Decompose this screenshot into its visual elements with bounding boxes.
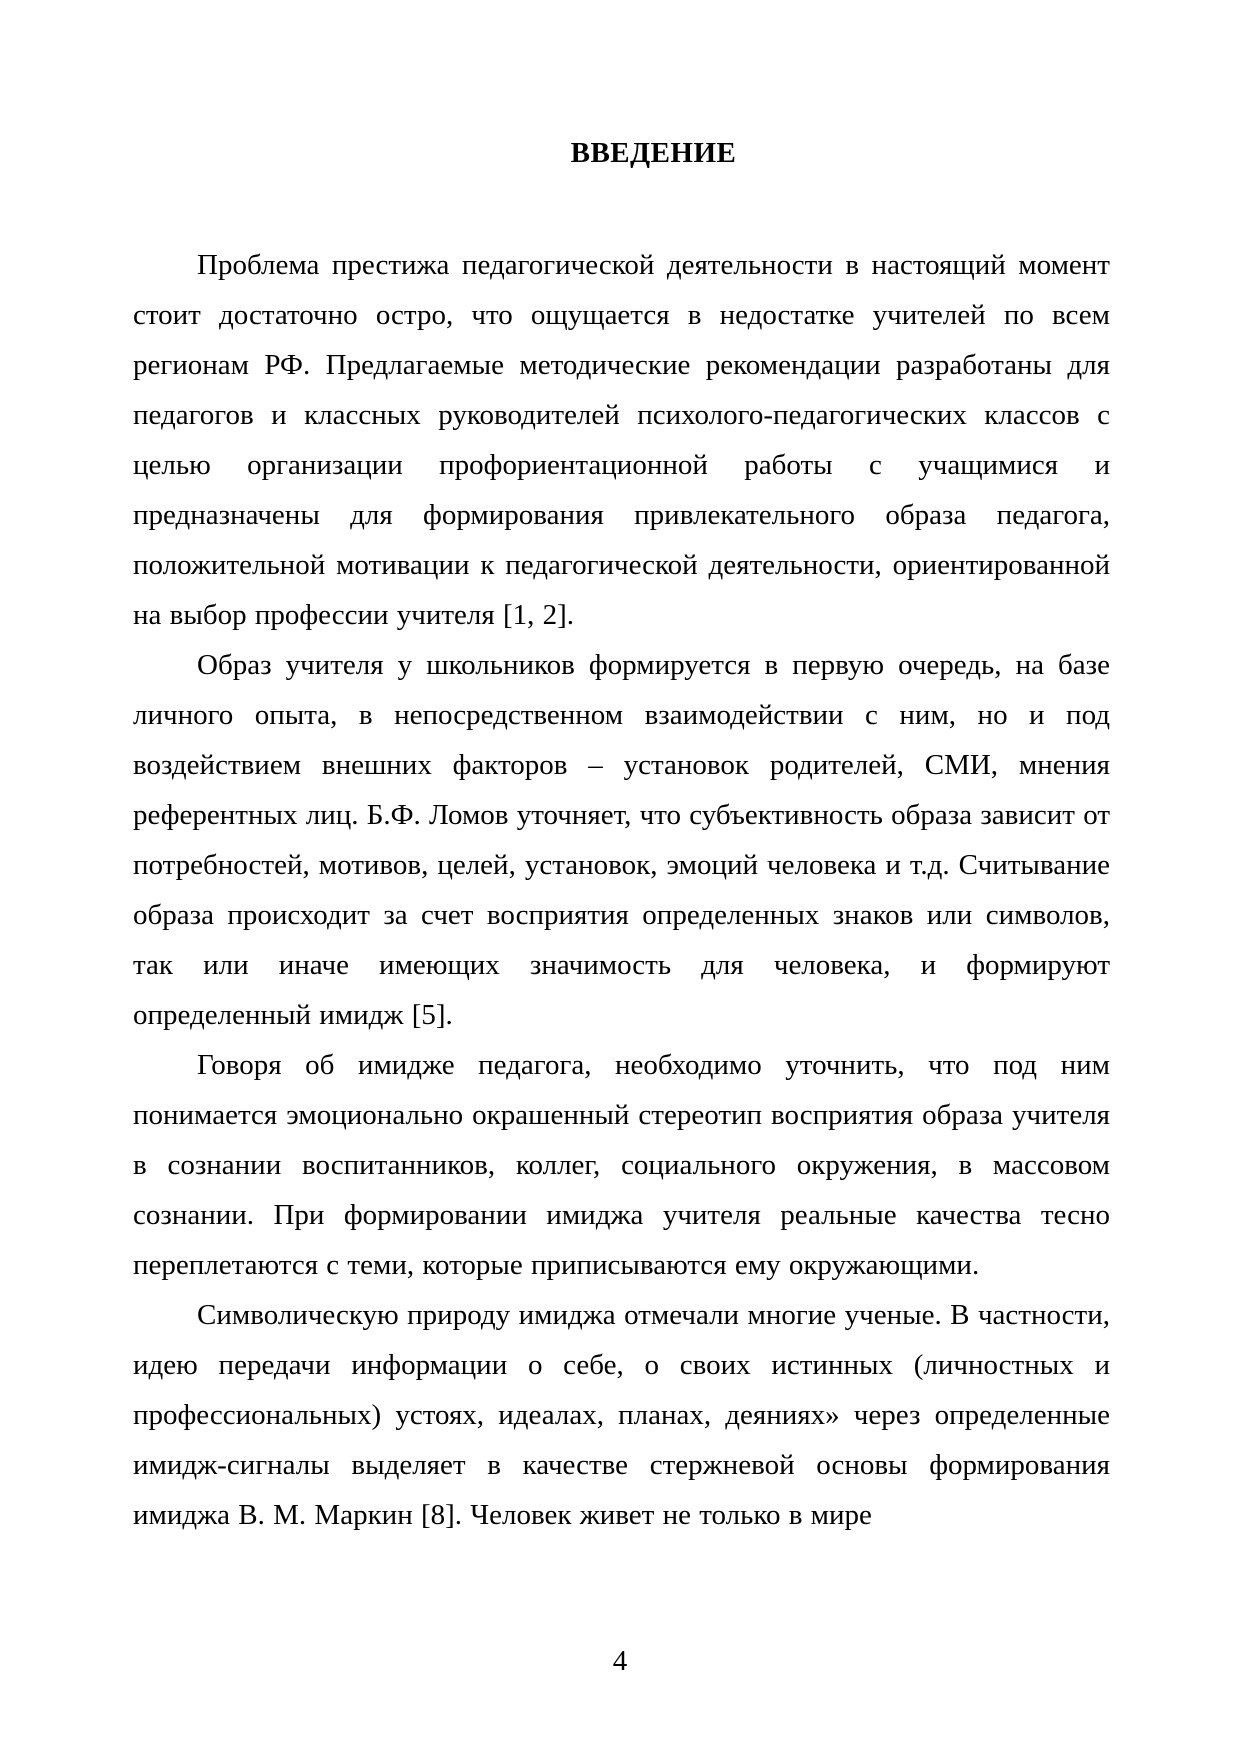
paragraph: Проблема престижа педагогической деятельности в настоящий момент стоит достаточно остро, что ощущается в недостатке учителей по всем регионам РФ. Предлагаемые методические рекомендации разработаны для педагогов и классных руководителей психолого-педагогических классов с целью организации профориентационной работы с учащимися и предназначены для формирования привлекательного образа педагога, положительной мотивации к педагогической деятельности, ориентированной на выбор профессии учителя [1, 2]. [133, 249, 1110, 631]
page-number: 4 [612, 1645, 628, 1677]
section-title: ВВЕДЕНИЕ [570, 137, 737, 169]
paragraph: Символическую природу имиджа отмечали многие ученые. В частности, идею передачи информации о себе, о своих истинных (личностных и профессиональных) устоях, идеалах, планах, деяниях» через определенные имидж-сигналы выделяет в качестве стержневой основы формирования имиджа В. М. Маркин [8]. Человек живет не только в мире [133, 1299, 1110, 1531]
paragraph: Образ учителя у школьников формируется в первую очередь, на базе личного опыта, в непосредственном взаимодействии с ним, но и под воздействием внешних факторов – установок родителей, СМИ, мнения референтных лиц. Б.Ф. Ломов уточняет, что субъективность образа зависит от потребностей, мотивов, целей, установок, эмоций человека и т.д. Считывание образа происходит за счет восприятия определенных знаков или символов, так или иначе имеющих значимость для человека, и формируют определенный имидж [5]. [133, 649, 1110, 1031]
paragraph: Говоря об имидже педагога, необходимо уточнить, что под ним понимается эмоционально окрашенный стереотип восприятия образа учителя в сознании воспитанников, коллег, социального окружения, в массовом сознании. При формировании имиджа учителя реальные качества тесно переплетаются с теми, которые приписываются ему окружающими. [133, 1049, 1110, 1281]
